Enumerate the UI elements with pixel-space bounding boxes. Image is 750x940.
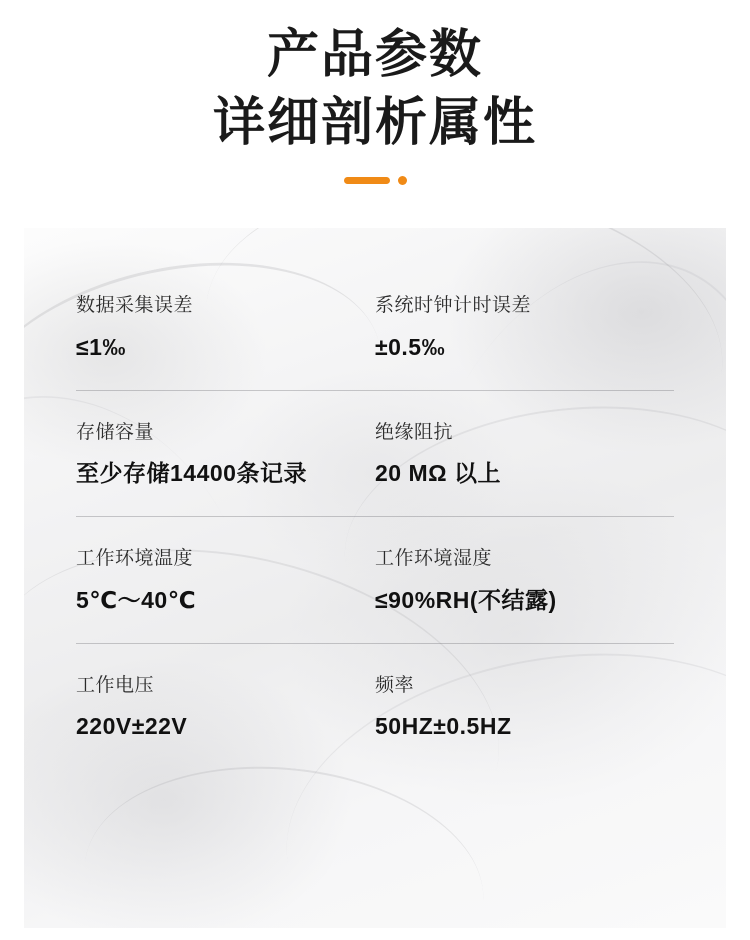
spec-value: 20 MΩ 以上 xyxy=(375,460,501,487)
spec-cell xyxy=(76,547,375,616)
table-row xyxy=(76,294,674,391)
spec-cell xyxy=(76,674,375,743)
spec-label: 绝缘阻抗 xyxy=(375,421,454,443)
spec-cell xyxy=(76,421,375,490)
spec-cell xyxy=(375,421,674,490)
spec-value: 至少存储14400条记录 xyxy=(76,460,307,487)
table-row xyxy=(76,644,674,771)
title-line-2: 详细剖析属性 xyxy=(212,93,537,152)
spec-table xyxy=(24,228,726,770)
spec-cell xyxy=(375,294,674,363)
title-divider xyxy=(335,175,415,185)
spec-label: 工作环境湿度 xyxy=(375,548,493,570)
spec-label: 工作环境温度 xyxy=(76,548,194,570)
spec-cell xyxy=(375,674,674,743)
divider-dash-icon xyxy=(344,177,390,184)
page-title xyxy=(0,0,750,185)
spec-label: 频率 xyxy=(375,674,415,696)
spec-value: ≤1‰ xyxy=(76,333,126,360)
title-line-1: 产品参数 xyxy=(266,26,483,84)
divider-dot-icon xyxy=(398,176,407,185)
spec-label: 工作电压 xyxy=(76,674,155,696)
spec-value: ±0.5‰ xyxy=(375,333,446,360)
table-row xyxy=(76,517,674,644)
marble-vein-icon xyxy=(73,748,495,928)
spec-card xyxy=(24,228,726,928)
spec-value: ≤90%RH(不结露) xyxy=(375,586,557,613)
spec-cell xyxy=(76,294,375,363)
spec-label: 系统时钟计时误差 xyxy=(375,295,532,316)
spec-value: 5℃～40℃ xyxy=(76,586,197,613)
spec-value: 50HZ±0.5HZ xyxy=(375,713,512,740)
spec-label: 存储容量 xyxy=(76,421,155,443)
table-row xyxy=(76,391,674,518)
spec-cell xyxy=(375,547,674,616)
spec-label: 数据采集误差 xyxy=(76,295,194,316)
spec-value: 220V±22V xyxy=(76,713,188,740)
